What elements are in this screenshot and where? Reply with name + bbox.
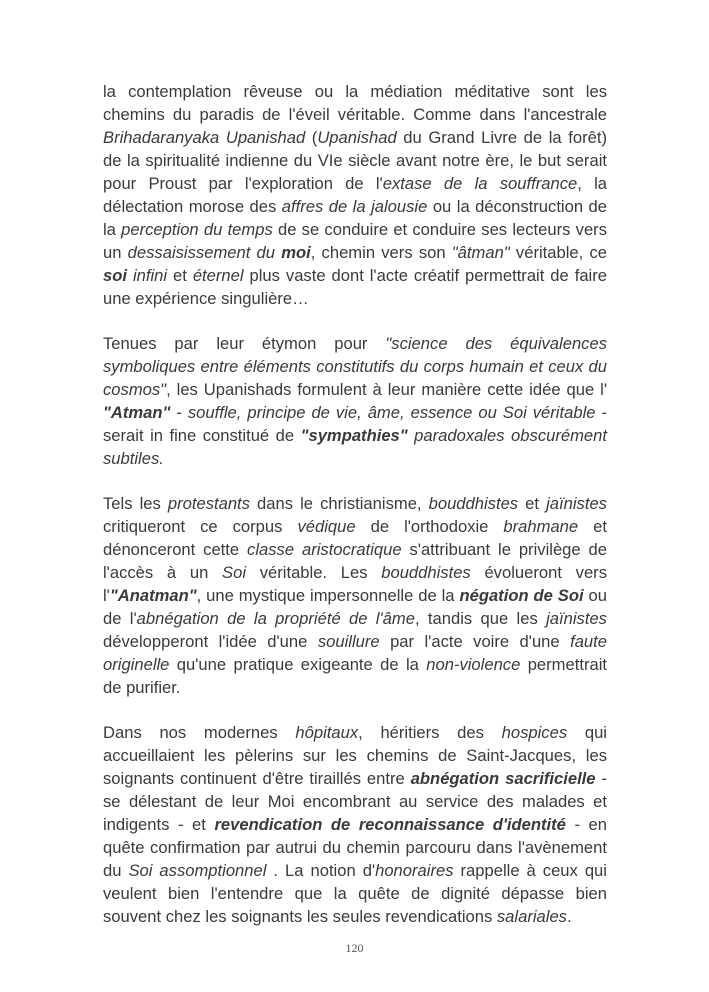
text-run: , chemin vers son bbox=[310, 243, 452, 262]
text-run: véritable. Les bbox=[246, 563, 382, 582]
text-run: - en quête confirmation par autrui du chemin parcouru dans l'avènement du bbox=[103, 815, 607, 880]
emphasis-italic-text: affres de la jalousie bbox=[281, 197, 428, 216]
text-run: - serait in fine constitué de bbox=[103, 403, 607, 445]
emphasis-italic-text: souffle, principe de vie, âme, essence ou Soi véritable bbox=[187, 403, 596, 422]
text-run: et bbox=[167, 266, 193, 285]
paragraph bbox=[103, 492, 607, 699]
text-run: Tels les bbox=[103, 494, 168, 513]
emphasis-italic-text: extase de la souffrance bbox=[382, 174, 578, 193]
text-run: du Grand Livre de la forêt) de la spiritualité indienne du VIe siècle avant notre ère, le but serait pour Proust par l'exploration de l' bbox=[103, 128, 607, 193]
emphasis-italic-text: Soi assomptionnel bbox=[128, 861, 267, 880]
emphasis-bold-text: soi bbox=[103, 266, 127, 285]
text-run: de l'orthodoxie bbox=[355, 517, 504, 536]
text-run: . La notion d' bbox=[266, 861, 376, 880]
text-run: rappelle à ceux qui veulent bien l'entendre que la quête de dignité dépasse bien souvent chez les soignants les seules revendications bbox=[103, 861, 607, 926]
emphasis-bold-text: négation de Soi bbox=[459, 586, 584, 605]
text-run: ( bbox=[305, 128, 318, 147]
text-run: ou la déconstruction de la bbox=[103, 197, 608, 239]
emphasis-italic-text: Upanishad bbox=[317, 128, 397, 147]
text-run: s'attribuant le privilège de l'accès à un bbox=[103, 540, 607, 582]
emphasis-italic-text: jaïnistes bbox=[546, 609, 607, 628]
text-run: ou de l' bbox=[103, 586, 607, 628]
emphasis-bold-text: moi bbox=[281, 243, 311, 262]
emphasis-bold-text: "Anatman" bbox=[109, 586, 197, 605]
emphasis-italic-text: classe aristocratique bbox=[247, 540, 402, 559]
emphasis-italic-text: faute originelle bbox=[103, 632, 607, 674]
emphasis-bold-text: revendication de reconnaissance d'identité bbox=[214, 815, 566, 834]
emphasis-bold-text: "Atman" bbox=[103, 403, 171, 422]
emphasis-italic-text: infini bbox=[132, 266, 168, 285]
emphasis-italic-text: protestants bbox=[167, 494, 250, 513]
text-run: . bbox=[566, 907, 572, 926]
text-run: , une mystique impersonnelle de la bbox=[196, 586, 460, 605]
emphasis-italic-text: abnégation de la propriété de l'âme bbox=[136, 609, 415, 628]
text-run: permettrait de purifier. bbox=[103, 655, 607, 697]
page-number: 120 bbox=[345, 941, 364, 955]
text-run: qu'une pratique exigeante de la bbox=[169, 655, 427, 674]
text-run: plus vaste dont l'acte créatif permettrait de faire une expérience singulière… bbox=[103, 266, 607, 308]
emphasis-bold-text: abnégation sacrificielle bbox=[410, 769, 596, 788]
paragraph bbox=[103, 721, 607, 928]
emphasis-italic-text: bouddhistes bbox=[428, 494, 519, 513]
text-run: évolueront vers l' bbox=[103, 563, 607, 605]
emphasis-italic-text: éternel bbox=[192, 266, 244, 285]
emphasis-italic-text: "âtman" bbox=[451, 243, 510, 262]
text-run: - se délestant de leur Moi encombrant au service des malades et indigents - et bbox=[103, 769, 607, 834]
text-run: , tandis que les bbox=[414, 609, 547, 628]
emphasis-bold-text: "sympathies" bbox=[300, 426, 408, 445]
emphasis-italic-text: hospices bbox=[501, 723, 568, 742]
text-run: par l'acte voire d'une bbox=[379, 632, 571, 651]
text-run: qui accueillaient les pèlerins sur les chemins de Saint-Jacques, les soignants continuent d'être tiraillés entre bbox=[103, 723, 607, 788]
text-run: , les Upanishads formulent à leur manière cette idée que l' bbox=[166, 380, 607, 399]
body-text bbox=[103, 80, 607, 950]
emphasis-italic-text: hôpitaux bbox=[295, 723, 359, 742]
text-run: , la délectation morose des bbox=[103, 174, 607, 216]
text-run: , héritiers des bbox=[358, 723, 502, 742]
emphasis-italic-text: védique bbox=[297, 517, 356, 536]
emphasis-italic-text: Soi bbox=[222, 563, 247, 582]
emphasis-italic-text: dessaisissement du bbox=[127, 243, 282, 262]
emphasis-italic-text: honoraires bbox=[375, 861, 454, 880]
text-run: dans le christianisme, bbox=[249, 494, 429, 513]
text-run: - bbox=[170, 403, 188, 422]
emphasis-italic-text: paradoxales obscurément subtiles. bbox=[103, 426, 607, 468]
paragraph bbox=[103, 80, 607, 310]
text-run: développeront l'idée d'une bbox=[103, 632, 318, 651]
text-run: et bbox=[518, 494, 547, 513]
emphasis-italic-text: bouddhistes bbox=[381, 563, 471, 582]
text-run: la contemplation rêveuse ou la médiation méditative sont les chemins du paradis de l'éveil véritable. Comme dans l'ancestrale bbox=[103, 82, 607, 124]
text-run: Dans nos modernes bbox=[103, 723, 296, 742]
emphasis-italic-text: jaïnistes bbox=[546, 494, 607, 513]
emphasis-italic-text: Brihadaranyaka Upanishad bbox=[103, 128, 306, 147]
text-run: critiqueront ce corpus bbox=[103, 517, 298, 536]
emphasis-italic-text: salariales bbox=[496, 907, 567, 926]
paragraph bbox=[103, 332, 607, 470]
emphasis-italic-text: non-violence bbox=[426, 655, 521, 674]
emphasis-italic-text: "science des équivalences symboliques entre éléments constitutifs du corps humain et ceux du cosmos" bbox=[103, 334, 607, 399]
emphasis-italic-text: perception du temps bbox=[121, 220, 273, 239]
text-run: véritable, ce bbox=[509, 243, 607, 262]
emphasis-italic-text: brahmane bbox=[503, 517, 579, 536]
emphasis-italic-text: souillure bbox=[317, 632, 380, 651]
text-run: Tenues par leur étymon pour bbox=[103, 334, 386, 353]
text-run: et dénonceront cette bbox=[103, 517, 608, 559]
text-run: de se conduire et conduire ses lecteurs vers un bbox=[103, 220, 608, 262]
